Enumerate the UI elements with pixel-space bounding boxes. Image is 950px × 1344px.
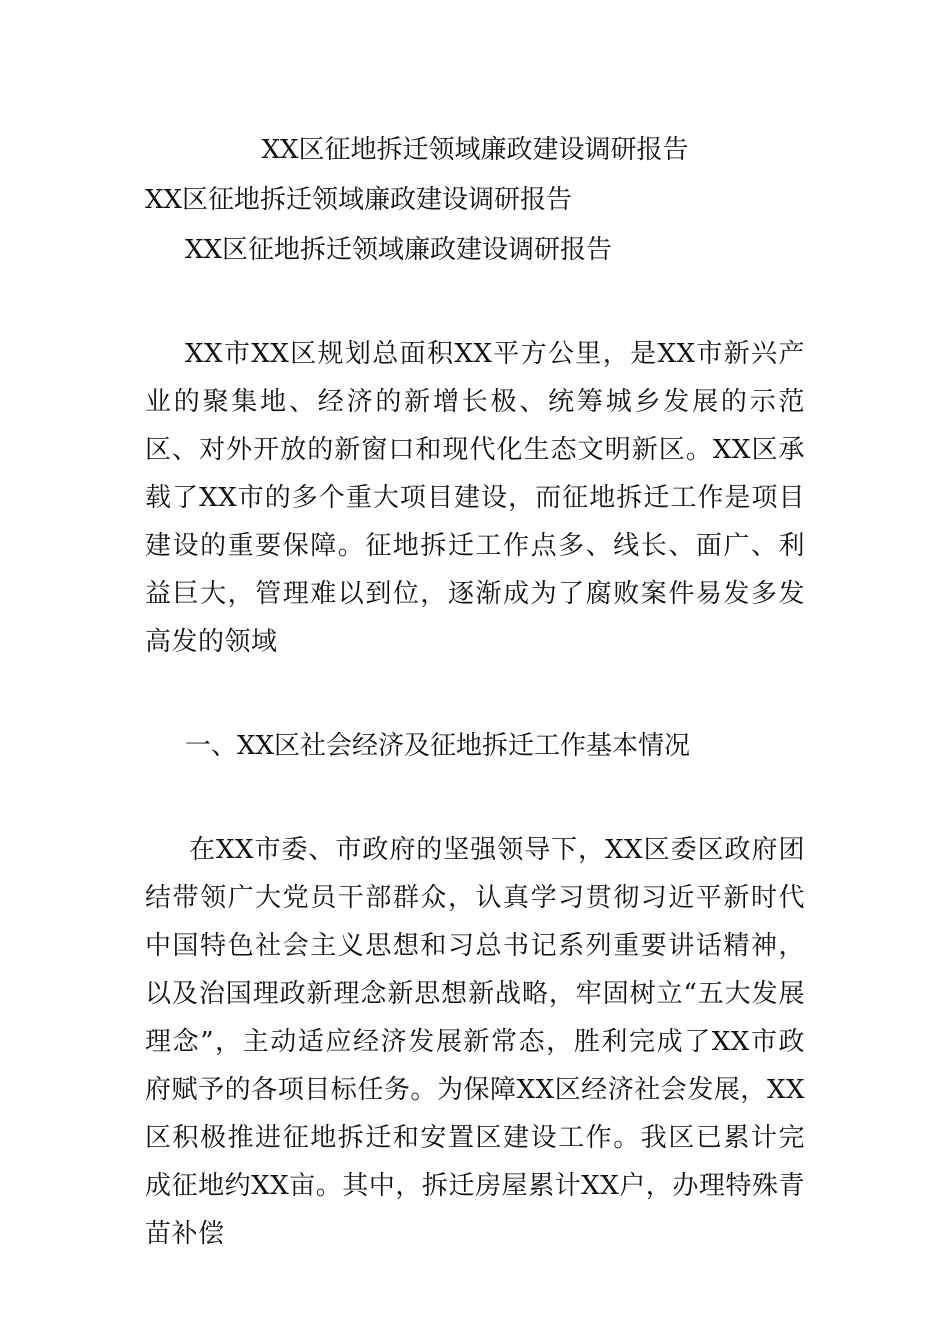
intro-paragraph: XX市XX区规划总面积XX平方公里，是XX市新兴产业的聚集地、经济的新增长极、统筹城乡发展的示范区、对外开放的新窗口和现代化生态文明新区。XX区承载了XX市的多个重大项目建设，而征地拆迁工作是项目建设的重要保障。征地拆迁工作点多、线长、面广、利益巨大，管理难以到位，逐渐成为了腐败案件易发多发高发的领域 [145, 339, 805, 657]
document-title-indented: XX区征地拆迁领域廉政建设调研报告 [185, 235, 613, 265]
section-heading-1: 一、XX区社会经济及征地拆迁工作基本情况 [185, 731, 691, 761]
document-title-centered: XX区征地拆迁领域廉政建设调研报告 [261, 135, 689, 165]
document-title-left: XX区征地拆迁领域廉政建设调研报告 [145, 185, 573, 215]
section-1-paragraph: 在XX市委、市政府的坚强领导下，XX区委区政府团结带领广大党员干部群众，认真学习贯彻习近平新时代中国特色社会主义思想和习总书记系列重要讲话精神，以及治国理政新理念新思想新战略，牢固树立“五大发展理念”，主动适应经济发展新常态，胜利完成了XX市政府赋予的各项目标任务。为保障XX区经济社会发展，XX区积极推进征地拆迁和安置区建设工作。我区已累计完成征地约XX亩。其中，拆迁房屋累计XX户，办理特殊青苗补偿 [145, 835, 805, 1249]
